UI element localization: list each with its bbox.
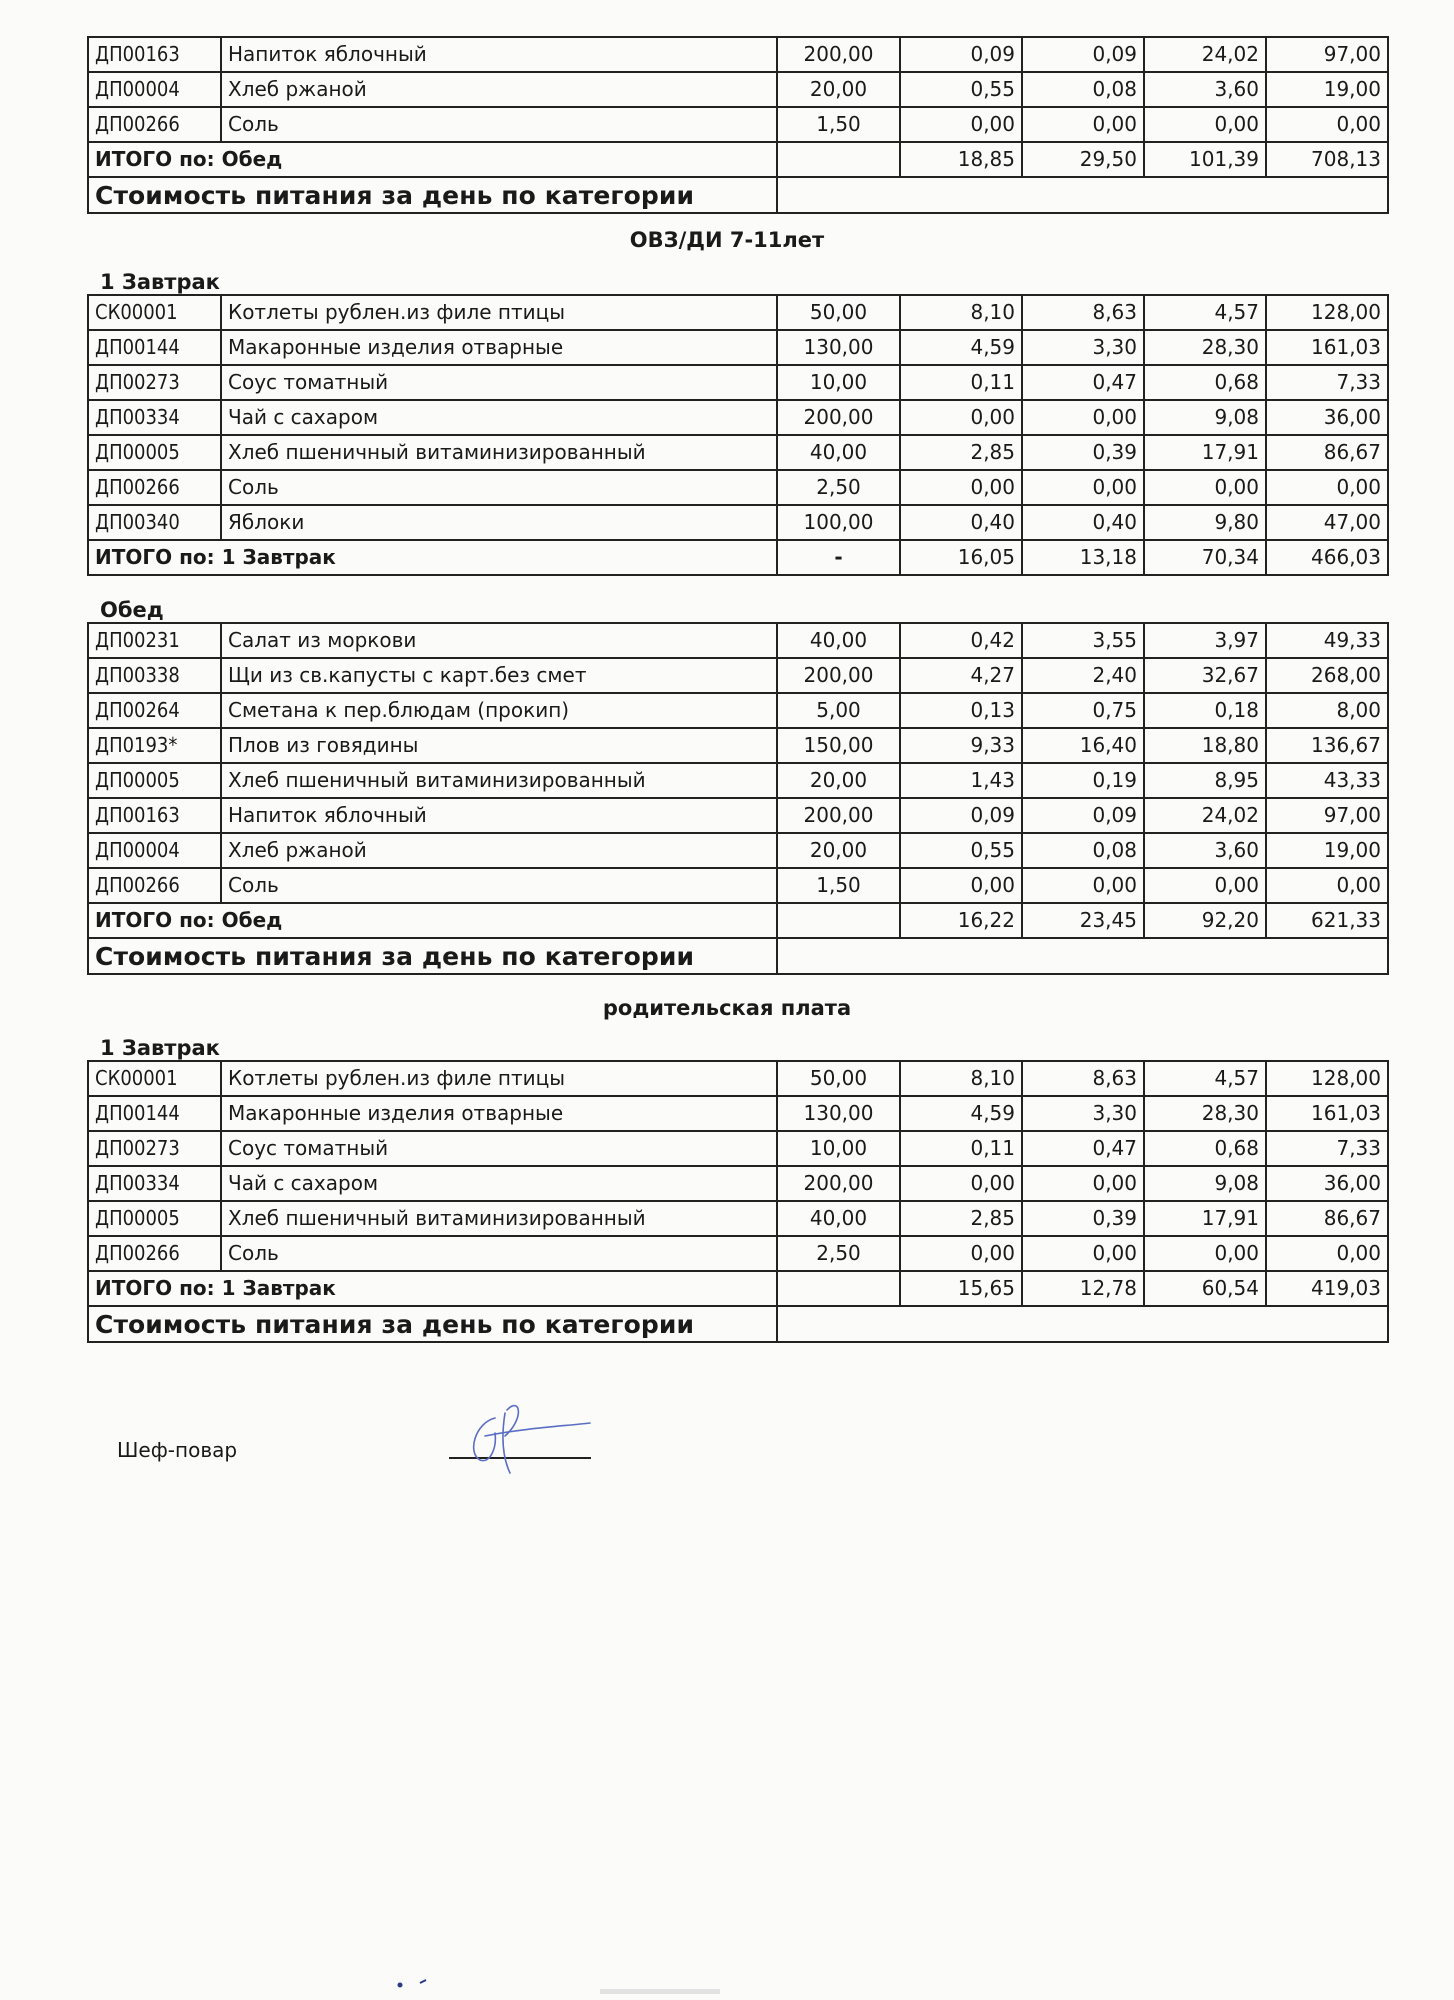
energy-value: 161,03 xyxy=(1266,330,1388,365)
protein-value: 8,10 xyxy=(900,1061,1022,1096)
total-label: ИТОГО по: Обед xyxy=(88,903,777,938)
energy-value: 86,67 xyxy=(1266,1201,1388,1236)
carbs-value: 0,18 xyxy=(1144,693,1266,728)
dish-code: ДП00144 xyxy=(88,330,221,365)
section-caption-breakfast-parent: 1 Завтрак xyxy=(100,1036,220,1060)
signature-icon xyxy=(465,1398,595,1478)
section-caption-lunch: Обед xyxy=(100,598,164,622)
dish-code: ДП00005 xyxy=(88,763,221,798)
total-carbs: 60,54 xyxy=(1144,1271,1266,1306)
table-row xyxy=(88,693,1388,728)
fat-value: 8,63 xyxy=(1022,295,1144,330)
daily-cost-value xyxy=(777,1306,1388,1342)
total-energy: 466,03 xyxy=(1266,540,1388,575)
protein-value: 0,00 xyxy=(900,868,1022,903)
dish-output: 50,00 xyxy=(777,1061,900,1096)
dish-output: 2,50 xyxy=(777,470,900,505)
dish-code: СК00001 xyxy=(88,1061,221,1096)
dish-output: 5,00 xyxy=(777,693,900,728)
dish-output: 200,00 xyxy=(777,1166,900,1201)
energy-value: 8,00 xyxy=(1266,693,1388,728)
protein-value: 4,59 xyxy=(900,1096,1022,1131)
dish-code: ДП00266 xyxy=(88,107,221,142)
carbs-value: 28,30 xyxy=(1144,330,1266,365)
energy-value: 0,00 xyxy=(1266,470,1388,505)
carbs-value: 8,95 xyxy=(1144,763,1266,798)
table-body xyxy=(88,1061,1388,1342)
total-energy: 708,13 xyxy=(1266,142,1388,177)
table-row xyxy=(88,1201,1388,1236)
energy-value: 49,33 xyxy=(1266,623,1388,658)
dish-code: ДП00266 xyxy=(88,1236,221,1271)
fat-value: 0,47 xyxy=(1022,1131,1144,1166)
dish-code: ДП00266 xyxy=(88,868,221,903)
dish-name: Хлеб ржаной xyxy=(221,833,777,868)
protein-value: 4,27 xyxy=(900,658,1022,693)
table-row xyxy=(88,798,1388,833)
dish-name: Соус томатный xyxy=(221,1131,777,1166)
carbs-value: 0,00 xyxy=(1144,107,1266,142)
carbs-value: 17,91 xyxy=(1144,1201,1266,1236)
energy-value: 268,00 xyxy=(1266,658,1388,693)
table-body xyxy=(88,295,1388,575)
energy-value: 36,00 xyxy=(1266,1166,1388,1201)
table-row xyxy=(88,295,1388,330)
menu-table-parent-breakfast xyxy=(87,1060,1389,1343)
dish-name: Напиток яблочный xyxy=(221,37,777,72)
energy-value: 0,00 xyxy=(1266,107,1388,142)
protein-value: 8,10 xyxy=(900,295,1022,330)
table-row xyxy=(88,107,1388,142)
table-row xyxy=(88,763,1388,798)
carbs-value: 24,02 xyxy=(1144,798,1266,833)
dish-name: Соль xyxy=(221,868,777,903)
dish-code: ДП00334 xyxy=(88,1166,221,1201)
protein-value: 0,00 xyxy=(900,1166,1022,1201)
daily-cost-value xyxy=(777,938,1388,974)
dish-code: ДП00005 xyxy=(88,435,221,470)
dish-output: 150,00 xyxy=(777,728,900,763)
fat-value: 0,08 xyxy=(1022,833,1144,868)
dish-name: Соль xyxy=(221,1236,777,1271)
dish-name: Хлеб пшеничный витаминизированный xyxy=(221,435,777,470)
dish-output: 2,50 xyxy=(777,1236,900,1271)
fat-value: 0,08 xyxy=(1022,72,1144,107)
dish-output: 20,00 xyxy=(777,763,900,798)
table-row xyxy=(88,658,1388,693)
protein-value: 2,85 xyxy=(900,1201,1022,1236)
dish-output: 200,00 xyxy=(777,658,900,693)
fat-value: 0,39 xyxy=(1022,1201,1144,1236)
fat-value: 0,39 xyxy=(1022,435,1144,470)
table-row xyxy=(88,833,1388,868)
fat-value: 8,63 xyxy=(1022,1061,1144,1096)
energy-value: 36,00 xyxy=(1266,400,1388,435)
menu-table-ovz-breakfast xyxy=(87,294,1389,576)
dish-output: 20,00 xyxy=(777,833,900,868)
table-row xyxy=(88,505,1388,540)
dish-code: ДП00340 xyxy=(88,505,221,540)
dish-code: ДП00004 xyxy=(88,833,221,868)
energy-value: 7,33 xyxy=(1266,1131,1388,1166)
energy-value: 128,00 xyxy=(1266,295,1388,330)
dish-output: 20,00 xyxy=(777,72,900,107)
scan-smudge xyxy=(380,1975,780,2000)
table-row xyxy=(88,1166,1388,1201)
dish-name: Хлеб пшеничный витаминизированный xyxy=(221,1201,777,1236)
carbs-value: 0,00 xyxy=(1144,1236,1266,1271)
dish-output: 200,00 xyxy=(777,798,900,833)
carbs-value: 4,57 xyxy=(1144,295,1266,330)
fat-value: 0,00 xyxy=(1022,868,1144,903)
protein-value: 0,13 xyxy=(900,693,1022,728)
energy-value: 43,33 xyxy=(1266,763,1388,798)
daily-cost-row xyxy=(88,938,1388,974)
table-row xyxy=(88,37,1388,72)
table-row xyxy=(88,72,1388,107)
dish-code: ДП00163 xyxy=(88,37,221,72)
dish-code: ДП00163 xyxy=(88,798,221,833)
carbs-value: 9,08 xyxy=(1144,400,1266,435)
energy-value: 19,00 xyxy=(1266,833,1388,868)
fat-value: 3,30 xyxy=(1022,330,1144,365)
fat-value: 0,09 xyxy=(1022,798,1144,833)
dish-code: ДП00264 xyxy=(88,693,221,728)
dish-name: Щи из св.капусты с карт.без смет xyxy=(221,658,777,693)
table-row xyxy=(88,400,1388,435)
table-row xyxy=(88,1236,1388,1271)
fat-value: 0,19 xyxy=(1022,763,1144,798)
table-row xyxy=(88,330,1388,365)
total-protein: 16,22 xyxy=(900,903,1022,938)
total-protein: 15,65 xyxy=(900,1271,1022,1306)
total-fat: 12,78 xyxy=(1022,1271,1144,1306)
energy-value: 97,00 xyxy=(1266,37,1388,72)
total-row xyxy=(88,142,1388,177)
energy-value: 136,67 xyxy=(1266,728,1388,763)
table-row xyxy=(88,728,1388,763)
carbs-value: 3,60 xyxy=(1144,833,1266,868)
dish-name: Салат из моркови xyxy=(221,623,777,658)
total-carbs: 70,34 xyxy=(1144,540,1266,575)
energy-value: 7,33 xyxy=(1266,365,1388,400)
total-energy: 621,33 xyxy=(1266,903,1388,938)
energy-value: 0,00 xyxy=(1266,868,1388,903)
energy-value: 19,00 xyxy=(1266,72,1388,107)
total-label: ИТОГО по: 1 Завтрак xyxy=(88,1271,777,1306)
fat-value: 0,00 xyxy=(1022,400,1144,435)
dish-output: 130,00 xyxy=(777,330,900,365)
fat-value: 0,00 xyxy=(1022,1236,1144,1271)
total-carbs: 92,20 xyxy=(1144,903,1266,938)
fat-value: 0,47 xyxy=(1022,365,1144,400)
total-fat: 13,18 xyxy=(1022,540,1144,575)
daily-cost-row xyxy=(88,177,1388,213)
total-row xyxy=(88,1271,1388,1306)
dish-output: 40,00 xyxy=(777,435,900,470)
dish-name: Хлеб пшеничный витаминизированный xyxy=(221,763,777,798)
protein-value: 0,11 xyxy=(900,365,1022,400)
menu-table-top xyxy=(87,36,1389,214)
carbs-value: 9,08 xyxy=(1144,1166,1266,1201)
total-output: - xyxy=(777,540,900,575)
daily-cost-value xyxy=(777,177,1388,213)
dish-code: ДП00334 xyxy=(88,400,221,435)
daily-cost-label: Стоимость питания за день по категории xyxy=(88,177,777,213)
dish-output: 200,00 xyxy=(777,37,900,72)
table-row xyxy=(88,1061,1388,1096)
carbs-value: 0,68 xyxy=(1144,1131,1266,1166)
section-caption-breakfast: 1 Завтрак xyxy=(100,270,220,294)
dish-code: ДП00266 xyxy=(88,470,221,505)
energy-value: 97,00 xyxy=(1266,798,1388,833)
protein-value: 2,85 xyxy=(900,435,1022,470)
energy-value: 161,03 xyxy=(1266,1096,1388,1131)
carbs-value: 18,80 xyxy=(1144,728,1266,763)
dish-output: 1,50 xyxy=(777,868,900,903)
carbs-value: 0,00 xyxy=(1144,868,1266,903)
energy-value: 128,00 xyxy=(1266,1061,1388,1096)
carbs-value: 0,68 xyxy=(1144,365,1266,400)
category-title-parent: родительская плата xyxy=(602,996,852,1020)
total-protein: 18,85 xyxy=(900,142,1022,177)
carbs-value: 9,80 xyxy=(1144,505,1266,540)
protein-value: 0,00 xyxy=(900,107,1022,142)
dish-name: Соль xyxy=(221,107,777,142)
daily-cost-label: Стоимость питания за день по категории xyxy=(88,1306,777,1342)
table-row xyxy=(88,868,1388,903)
table-row xyxy=(88,365,1388,400)
dish-name: Хлеб ржаной xyxy=(221,72,777,107)
daily-cost-label: Стоимость питания за день по категории xyxy=(88,938,777,974)
total-label: ИТОГО по: 1 Завтрак xyxy=(88,540,777,575)
dish-code: ДП00144 xyxy=(88,1096,221,1131)
total-fat: 29,50 xyxy=(1022,142,1144,177)
energy-value: 47,00 xyxy=(1266,505,1388,540)
protein-value: 0,09 xyxy=(900,37,1022,72)
total-energy: 419,03 xyxy=(1266,1271,1388,1306)
dish-output: 1,50 xyxy=(777,107,900,142)
dish-code: ДП00231 xyxy=(88,623,221,658)
menu-table-ovz-lunch xyxy=(87,622,1389,975)
protein-value: 0,00 xyxy=(900,1236,1022,1271)
carbs-value: 17,91 xyxy=(1144,435,1266,470)
protein-value: 0,42 xyxy=(900,623,1022,658)
protein-value: 0,09 xyxy=(900,798,1022,833)
carbs-value: 4,57 xyxy=(1144,1061,1266,1096)
fat-value: 3,55 xyxy=(1022,623,1144,658)
table-row xyxy=(88,1131,1388,1166)
dish-name: Котлеты рублен.из филе птицы xyxy=(221,1061,777,1096)
dish-name: Плов из говядины xyxy=(221,728,777,763)
table-row xyxy=(88,1096,1388,1131)
dish-code: ДП00273 xyxy=(88,1131,221,1166)
dish-output: 50,00 xyxy=(777,295,900,330)
energy-value: 0,00 xyxy=(1266,1236,1388,1271)
fat-value: 3,30 xyxy=(1022,1096,1144,1131)
carbs-value: 24,02 xyxy=(1144,37,1266,72)
dish-output: 10,00 xyxy=(777,365,900,400)
table-row xyxy=(88,623,1388,658)
protein-value: 0,11 xyxy=(900,1131,1022,1166)
dish-code: ДП0193* xyxy=(88,728,221,763)
total-protein: 16,05 xyxy=(900,540,1022,575)
dish-code: ДП00273 xyxy=(88,365,221,400)
fat-value: 0,00 xyxy=(1022,1166,1144,1201)
dish-name: Сметана к пер.блюдам (прокип) xyxy=(221,693,777,728)
protein-value: 1,43 xyxy=(900,763,1022,798)
carbs-value: 28,30 xyxy=(1144,1096,1266,1131)
total-output xyxy=(777,1271,900,1306)
dish-output: 100,00 xyxy=(777,505,900,540)
category-title-ovz: ОВЗ/ДИ 7-11лет xyxy=(629,228,825,252)
dish-output: 40,00 xyxy=(777,1201,900,1236)
protein-value: 0,55 xyxy=(900,833,1022,868)
total-output xyxy=(777,142,900,177)
protein-value: 4,59 xyxy=(900,330,1022,365)
protein-value: 0,55 xyxy=(900,72,1022,107)
dish-output: 40,00 xyxy=(777,623,900,658)
dish-name: Соус томатный xyxy=(221,365,777,400)
dish-name: Напиток яблочный xyxy=(221,798,777,833)
dish-code: ДП00004 xyxy=(88,72,221,107)
dish-code: ДП00338 xyxy=(88,658,221,693)
table-body xyxy=(88,623,1388,974)
dish-name: Макаронные изделия отварные xyxy=(221,1096,777,1131)
total-output xyxy=(777,903,900,938)
carbs-value: 3,97 xyxy=(1144,623,1266,658)
dish-name: Макаронные изделия отварные xyxy=(221,330,777,365)
dish-name: Котлеты рублен.из филе птицы xyxy=(221,295,777,330)
dish-name: Чай с сахаром xyxy=(221,1166,777,1201)
dish-name: Чай с сахаром xyxy=(221,400,777,435)
energy-value: 86,67 xyxy=(1266,435,1388,470)
protein-value: 0,00 xyxy=(900,400,1022,435)
chef-label: Шеф-повар xyxy=(117,1438,238,1462)
fat-value: 0,00 xyxy=(1022,107,1144,142)
daily-cost-row xyxy=(88,1306,1388,1342)
total-fat: 23,45 xyxy=(1022,903,1144,938)
table-row xyxy=(88,435,1388,470)
dish-output: 200,00 xyxy=(777,400,900,435)
dish-output: 130,00 xyxy=(777,1096,900,1131)
table-row xyxy=(88,470,1388,505)
dish-name: Соль xyxy=(221,470,777,505)
total-row xyxy=(88,540,1388,575)
carbs-value: 32,67 xyxy=(1144,658,1266,693)
fat-value: 0,40 xyxy=(1022,505,1144,540)
protein-value: 0,00 xyxy=(900,470,1022,505)
table-body xyxy=(88,37,1388,213)
total-carbs: 101,39 xyxy=(1144,142,1266,177)
fat-value: 0,00 xyxy=(1022,470,1144,505)
dish-output: 10,00 xyxy=(777,1131,900,1166)
fat-value: 2,40 xyxy=(1022,658,1144,693)
dish-code: СК00001 xyxy=(88,295,221,330)
fat-value: 16,40 xyxy=(1022,728,1144,763)
total-row xyxy=(88,903,1388,938)
protein-value: 0,40 xyxy=(900,505,1022,540)
dish-code: ДП00005 xyxy=(88,1201,221,1236)
fat-value: 0,09 xyxy=(1022,37,1144,72)
dish-name: Яблоки xyxy=(221,505,777,540)
carbs-value: 3,60 xyxy=(1144,72,1266,107)
fat-value: 0,75 xyxy=(1022,693,1144,728)
protein-value: 9,33 xyxy=(900,728,1022,763)
total-label: ИТОГО по: Обед xyxy=(88,142,777,177)
carbs-value: 0,00 xyxy=(1144,470,1266,505)
